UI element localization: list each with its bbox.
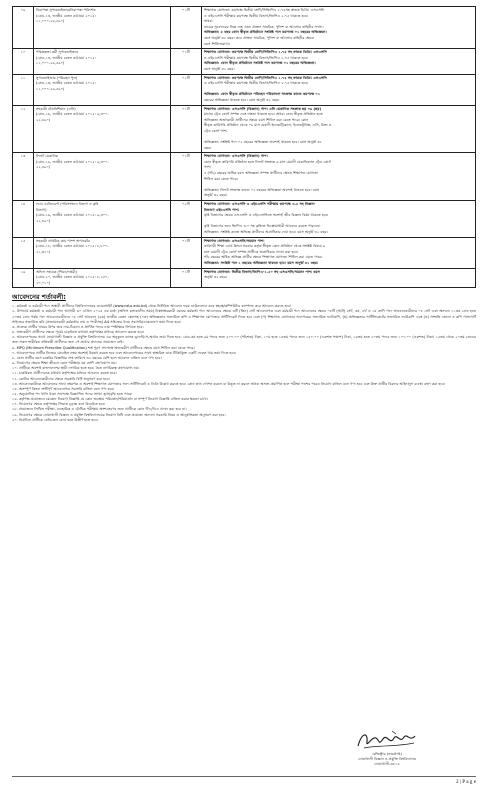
condition-item: ১৮. প্রয়োজনে লিখিত পরীক্ষা, ব্যবহারিক ও মৌখিক পরীক্ষায় অংশগ্রহণের জন্য প্রার্থীকে কোন টিএ/ডিএ প্রদান করা হবে না। bbox=[12, 407, 187, 412]
post-title: অফিস সহায়ক (পিয়ন/দপ্তরী) bbox=[36, 269, 77, 274]
condition-item: ৯. নিয়োগের ক্ষেত্রে শিক্ষা জীবনে কোন পরীক্ষায় ৩য় শ্রেণি গ্রহণযোগ্য নয়। bbox=[12, 361, 117, 366]
qualification-line: অভিজ্ঞতা: কোন স্বীকৃত প্রতিষ্ঠানে সংশ্লিষ্ট পদে কমপক্ষে ০২ বছরের অভিজ্ঞতা। bbox=[204, 61, 316, 66]
post-qualification-cell bbox=[202, 105, 476, 153]
post-row bbox=[13, 7, 476, 49]
post-qualification-cell bbox=[202, 153, 476, 201]
post-title: সুপারভাইজার (পরিবহন পুল) bbox=[36, 75, 78, 80]
signatory-title: রেজিস্ট্রার (ভারপ্রাপ্ত) bbox=[372, 752, 402, 756]
post-title: ল্যাব এটেনডেন্ট (পরিসংখ্যান বিভাগ ও কৃষি bbox=[36, 202, 99, 206]
post-grade-line: (গ্রেড-১৩, জাতীয় বেতন কাঠামো ২০১৫: bbox=[36, 13, 96, 18]
qualification-line: শিক্ষাগত যোগ্যতা: এসএসসি ও এইচএসসি পরীক্ষায় কমপক্ষে ৩.৫ সহ বিজ্ঞান bbox=[204, 202, 315, 206]
post-row bbox=[13, 268, 476, 288]
condition-item: ৬. MPQ (Minimum Prescribe Qualification) শর্ত পূরণ সাপেক্ষে অভ্যন্তরীণ প্রার্থীদের ক্ষেত্রে বয়স শিথিল করা যেতে পারে। bbox=[12, 345, 195, 350]
qualification-line: অভিজ্ঞতা: ৫ বছর কোন স্বীকৃত প্রতিষ্ঠানে সংশ্লিষ্ট পদে কমপক্ষে ০২ বছরের অভিজ্ঞতা। bbox=[204, 30, 327, 35]
post-grade-line: ২১,৩১০) bbox=[36, 249, 51, 254]
condition-item: ১৫. অনুমোদিত পদ খালি থাকা সাপেক্ষে বিজ্ঞাপিত পদের সংখ্যা হ্রাস/বৃদ্ধি হতে পারে। bbox=[12, 391, 133, 396]
page-number: 2 | P a g e bbox=[455, 779, 476, 785]
post-title: সহকারী প্রাথমিক কাম পাম্প অপারেটর bbox=[36, 238, 91, 243]
post-vacancy-count: ০১টি bbox=[171, 7, 202, 49]
condition-item: ৫. আবেদনপত্রের সাথে নোয়াখালী বিজ্ঞান ও প্রযুক্তি বিশ্ববিদ্যালয় এর অনুকূলে ব্যাংক ড্রাফট/পে-অর্ডার জমা দিতে হবে: গ্রেড-৩য় হতে ৯ম পদের জন্য ৫০০.০০ (পাঁচশত) টাকা, ১০ম হতে ১৪তম পদের জন্য ১৫০.০০ (একশত পঞ্চাশ) টাকা, ১৬তম হতে ২০তম পদের জন্য ১০০.০০ (একশত) টাকা। ১৫তম থেকে ২০তম গ্রেডের জন্য সকল শারীরিক প্রতিবন্ধী প্রার্থীদের জন্য পে-অর্ডার প্রদানের প্রয়োজন নেই। bbox=[12, 335, 476, 345]
post-row bbox=[13, 201, 476, 238]
qualification-line: বয়স অনূর্ধ্ব ৩২ বছর। তবে প্রাক্তন সামরিক, পুলিশ বা আনসার বাহিনীর ক্ষেত্রে bbox=[204, 35, 314, 40]
post-grade-line: ১১,০০০-২৬,৫৯০) bbox=[36, 19, 65, 24]
post-vacancy-count: ০২টি bbox=[171, 201, 202, 238]
post-serial: ১১ bbox=[13, 74, 34, 105]
qualification-line: কোন স্বীকৃত কারিগরি প্রতিষ্ঠান হতে লিফট সংক্রান্ত ৬ মাস মেয়াদী মেকানিক্যাল ট্রেড কোর্স bbox=[204, 159, 331, 164]
qualification-line: নায়েক সুবেদারের নিম্নে নহে এমন প্রাক্তন সামরিক, পুলিশ বা আনসার বাহিনীর সদস্য। bbox=[204, 24, 324, 29]
condition-item: ৩. প্রত্যেক প্রার্থীর খামের উপর তার নাম-ঠিকানা ও প্রার্থিত পদের নাম স্পষ্টাক্ষরে লিখতে হবে। bbox=[12, 324, 144, 329]
post-title: নিরাপত্তা সুপারভাইজার/নিরাপত্তা পরিদর্শক bbox=[36, 8, 96, 12]
post-name-cell bbox=[34, 49, 171, 74]
post-name-cell bbox=[34, 153, 171, 201]
qualification-line: শিক্ষাগত যোগ্যতা: কমপক্ষে দ্বিতীয় শ্রেণি/সিজিপিএ ২.৭৫ সহ স্নাতক ডিগ্রি। এসএসসি bbox=[204, 50, 327, 55]
post-vacancy-count: ০১টি bbox=[171, 268, 202, 288]
qualification-line: কৃষি বিভাগের জন্য জিপিএ ৩.০ সহ কৃষিতে ডিপ্লোমাধারী আবেদন করতে পারবেন। bbox=[204, 224, 321, 229]
qualification-line: মাসের ট্রেড কোর্স সম্পন্ন এবং দক্ষতা থাকতে হবে। অথবা কোন স্বীকৃত প্রতিষ্ঠান হতে bbox=[204, 112, 323, 117]
condition-item: ১০. প্রার্থীকে অবশ্যই বাংলাদেশের স্থায়ী নাগরিক হতে হবে। দ্বৈত নাগরিকত্ব গ্রহণযোগ্য নয়। bbox=[12, 366, 140, 371]
qualification-line: শিথিল করা যেতে পারে। bbox=[204, 176, 239, 181]
post-title: লিফট মেকানিক bbox=[36, 154, 59, 159]
post-title: সহকারী টেকনিশিয়ান (এসি) bbox=[36, 106, 76, 111]
post-qualification-cell bbox=[202, 74, 476, 105]
qualification-line: পাশ। bbox=[204, 165, 211, 170]
qualification-line: অনূর্ধ্ব ৩২ বছর। bbox=[204, 193, 227, 198]
condition-item: ১৪. অসম্পূর্ণ কিংবা ত্রুটিপূর্ণ আবেদনপত্র সরাসরি বাতিল বলে গণ্য হবে। bbox=[12, 386, 115, 391]
post-vacancy-count: ০১টি bbox=[171, 237, 202, 268]
post-serial: ১৫ bbox=[13, 237, 34, 268]
condition-item: ৭. আবেদনপত্রে প্রার্থীর নিজের মোবাইল নম্বর অবশ্যই উল্লেখ করতে হবে এবং আবেদনপত্রের সাথে স্বাক্ষরিত ডাক টিকিটযুক্ত একটি ফেরত খাম জমা দিতে হবে। bbox=[12, 350, 237, 355]
post-grade-line: ২২,৪৯০) bbox=[36, 117, 51, 122]
qualification-line: শিক্ষাগত যোগ্যতা: এসএসসি (বিজ্ঞান) পাশ। bbox=[204, 154, 268, 159]
post-qualification-cell bbox=[202, 201, 476, 238]
conditions-list bbox=[12, 304, 476, 423]
condition-item: ৪. অভ্যন্তরীণ প্রার্থীদের ক্ষেত্রে পূর্বের চাকরিতে যথাযথ কর্তৃপক্ষের মাধ্যমে আবেদন করতে হবে। bbox=[12, 330, 145, 335]
post-serial: ১০ bbox=[13, 49, 34, 74]
post-row bbox=[13, 49, 476, 74]
qualification-line: বছর। bbox=[204, 145, 212, 150]
post-serial: ১৬ bbox=[13, 268, 34, 288]
posts-table bbox=[12, 6, 476, 288]
post-name-cell bbox=[34, 74, 171, 105]
qualification-line: ট্রেড কোর্স পাশ। bbox=[204, 128, 228, 133]
condition-item: ১৭. নিয়োগের ক্ষেত্রে কর্তৃপক্ষের সিদ্ধান্ত চূড়ান্ত বলে বিবেচিত হবে। bbox=[12, 402, 106, 407]
qualification-line: অনূর্ধ্ব ৩২ বছর। bbox=[204, 275, 227, 280]
post-serial: ১৪ bbox=[13, 201, 34, 238]
post-grade-line: (গ্রেড-১৬, জাতীয় বেতন কাঠামো ২০১৫: ৯,৩০০- bbox=[36, 159, 109, 164]
qualification-line: কৃষি বিভাগের ক্ষেত্রে এসএসসি ও এইচএসসিতে অবশ্যই জীব বিজ্ঞান বিষয় থাকতে হবে। bbox=[204, 213, 329, 218]
post-grade-line: (গ্রেড-১৮, জাতীয় বেতন কাঠামো ২০১৫: ৮,৮০০- bbox=[36, 244, 109, 249]
post-vacancy-count: ০১টি bbox=[171, 105, 202, 153]
qualification-line: ৫ (পাঁচ) বছরের অধিক বয়স অভিজ্ঞতা সম্পন্ন প্রার্থীদের ক্ষেত্রে শিক্ষাগত যোগ্যতা bbox=[204, 171, 319, 176]
post-qualification-cell bbox=[202, 7, 476, 49]
qualification-line: বয়স অনূর্ধ্ব ৩২ বছর। bbox=[204, 66, 235, 71]
condition-item: ৮. কোন প্রার্থীর বয়স চাকরির বিজ্ঞপ্তির শেষ তারিখে ৩২ বছরের বেশি হলে আবেদন বাতিল বলে গণ্য হবে। bbox=[12, 355, 162, 360]
post-grade-line: (গ্রেড-১৬, জাতীয় বেতন কাঠামো ২০১৫: ৯,৩০০- bbox=[36, 213, 109, 218]
post-grade-line: বিভাগ) bbox=[36, 207, 47, 212]
post-qualification-cell bbox=[202, 237, 476, 268]
condition-item: ২০. নির্বাচিত প্রার্থীকে মেডিকেল বোর্ড হতে উত্তীর্ণ হতে হবে। bbox=[12, 417, 99, 422]
condition-item: ১১. চাকরিরত প্রার্থীদেরকে যথাযথ কর্তৃপক্ষের মাধ্যমে আবেদন করতে হবে। bbox=[12, 371, 117, 376]
signature-block bbox=[312, 728, 462, 768]
post-vacancy-count: ০১টি bbox=[171, 153, 202, 201]
condition-item: ১৯. নিয়োগের ক্ষেত্রে নোয়াখালী বিজ্ঞান ও প্রযুক্তি বিশ্ববিদ্যালয়ের নিয়োগ বিধি এবং প্রযোজ্য অন্যান্য সরকারি নিয়ম ও আনুষঙ্গিকতা অনুসরণ করা হবে। bbox=[12, 412, 226, 417]
post-grade-line: (গ্রেড-১৬, জাতীয় বেতন কাঠামো ২০১৫: ৯,৩০০- bbox=[36, 112, 109, 117]
qualification-line: শিক্ষাগত যোগ্যতা: এসএসসি/সমমান পাশ। bbox=[204, 238, 265, 243]
post-grade-line: ২০,০১০) bbox=[36, 280, 51, 285]
qualification-line: বয়স শিথিলযোগ্য। bbox=[204, 41, 231, 46]
qualification-line: মাস মেয়াদী ট্রেড কোর্স সম্পন্ন প্রার্থীকে অগ্রাধিকার প্রদান করা হবে। bbox=[204, 249, 299, 254]
qualification-line: অভিজ্ঞতা: লিফট সংক্রান্ত কাজে ০২ বছরের অভিজ্ঞতা অবশ্যই থাকতে হবে। বয়স bbox=[204, 187, 320, 192]
qualification-line: স্বীকৃত কারিগরি প্রতিষ্ঠান থেকে ০৬ মাস মেয়াদী ইলেকট্রিক্যাল, ইলেকট্রনিক্স, এসি, রিজ্জ ও bbox=[204, 123, 332, 128]
condition-item: ১২. কোটার আবেদনকারীদের ক্ষেত্রে সরকারি বিধি অনুসরণ করা হবে। bbox=[12, 376, 110, 381]
post-row bbox=[13, 237, 476, 268]
qualification-line: অভিজ্ঞতা: সংশ্লিষ্ট পদে ০২ বছরের অভিজ্ঞতা অবশ্যই থাকতে হবে। বয়স অনূর্ধ্ব ৩২ bbox=[204, 140, 322, 145]
qualification-line: শিক্ষাগত যোগ্যতা: দ্বিতীয় বিভাগ/জিপিএ-২.৫০ সহ এসএসসি/সমমান পাশ। বয়স bbox=[204, 269, 320, 274]
qualification-line: শিক্ষাগত যোগ্যতা: কমপক্ষে দ্বিতীয় শ্রেণি/সিজিপিএ ২.৭৫ সহ স্নাতক ডিগ্রি। এসএসসি bbox=[204, 75, 327, 80]
qualification-line: বিভাগে এইচএসসি পাশ। bbox=[204, 207, 239, 212]
post-serial: ১২ bbox=[13, 105, 34, 153]
post-row bbox=[13, 105, 476, 153]
qualification-line: পাঁচ বছরের অধিক অভিজ্ঞ প্রার্থীর ক্ষেত্রে শিক্ষাগত যোগ্যতা শিথিল করা যেতে পারে। bbox=[204, 255, 323, 260]
post-grade-line: ২২,৪৯০) bbox=[36, 165, 51, 170]
condition-item: ২. উপাচার্য কর্মকর্তা ও কর্মচারী পদে আগামী ৩০ এপ্রিল ২০২৫ এর মধ্যে (অফিস চলাকালীন সময়) নিম্নস্বাক্ষরকারী বরাবর কর্মকর্তা পদে আবেদনের ক্ষেত্রে ৩টি (তিন) সেট আবেদনপত্র এবং কর্মচারী পদে আবেদনের ক্ষেত্রে ০৮টি (আট) সেট, ৩য়, ৪র্থ ও ১ম শ্রেণি পদে আবেদনকারীদের ০৮ সেট এবং অন্যান্য ১১তম গ্রেড হতে ২০তম গ্রেড পর্যন্ত পদে আবেদনকারীদের ০৮ সেট আবেদন (৫ক) জাতীয় বেতন স্কেলসহ (৭ক) অভিজ্ঞতার সত্যায়িত কপি ও শিক্ষাগত যোগ্যতার সার্টিফিকেট দিতে হবে এবং (গ) শিক্ষাগত যোগ্যতার সনদপত্রের সত্যায়িত ফটোকপি, (ঘ) অভিজ্ঞতার সার্টিফিকেটের সত্যায়িত ফটোকপি এবং (ঙ) সম্প্রতি তোলা ৩ কপি পাসপোর্ট সাইজের সত্যায়িত ছবি (সত্যায়নকারী কর্মকর্তার নাম ও পদবীসহ) A4 সাইজের খামে সরাসরি/ডাকযোগে জমা দিতে হবে। bbox=[12, 309, 476, 324]
signatory-address: নোয়াখালী-৩৮১৪ bbox=[374, 762, 400, 767]
condition-item: ১. কর্মকর্তা ও কর্মচারী পদে অস্থায়ী প্রার্থীদের বিশ্ববিদ্যালয়ের ওয়েবসাইট (www.nstu.edu.bd) থেকে নির্ধারিত আবেদন ফরম ডাউনলোড করে স্বহস্তে/কম্পিউটার কম্পোজ করে আবেদন করতে হবে। bbox=[12, 304, 292, 309]
qualification-line: কারিগরী শিক্ষা বোর্ড কিংবা সরকার কর্তৃক স্বীকৃত কোন প্রতিষ্ঠান থেকে সংশ্লিষ্ট বিষয়ে ৬ bbox=[204, 244, 326, 249]
post-qualification-cell bbox=[202, 49, 476, 74]
qualification-line: অভিজ্ঞতা: কোন স্বীকৃত প্রতিষ্ঠানে পরিবহন পরিচালনা সংক্রান্ত কাজে কমপক্ষে ০২ bbox=[204, 92, 321, 97]
qualification-line: শিক্ষাগত যোগ্যতা: এসএসসি (বিজ্ঞান) পাশ। এসি মেকানিক সংক্রান্ত ছয় ০৬ (ছয়) bbox=[204, 106, 322, 111]
qualification-line: শিক্ষাগত যোগ্যতা: কমপক্ষে দ্বিতীয় শ্রেণি/সিজিপিএ ২.৭৫সহ স্নাতক ডিগ্রি। এসএসসি bbox=[204, 8, 325, 12]
condition-item: ১৬. কর্তৃপক্ষ প্রয়োজনে যেকোন নিয়োগ বিজ্ঞপ্তি যে কোন অবস্থায় পরিবর্তন/পরিমার্জন বা সম্পূর্ণ নিয়োগ বিজ্ঞপ্তি বাতিল করার ক্ষমতা রাখে। bbox=[12, 397, 208, 402]
post-qualification-cell bbox=[202, 268, 476, 288]
post-row bbox=[13, 74, 476, 105]
qualification-line: অভিজ্ঞতা: সংশ্লিষ্ট পদে ২ বছরের অভিজ্ঞতা থাকতে হবে। বয়স অনূর্ধ্ব ৩২ বছর। bbox=[204, 260, 319, 265]
post-serial: ১৩ bbox=[13, 153, 34, 201]
signature-image bbox=[352, 728, 422, 752]
qualification-line: ও এইচএসসি পরীক্ষায় কমপক্ষে দ্বিতীয় বিভাগ/জিপিএ ২.৭৫ থাকতে হবে। bbox=[204, 81, 309, 86]
post-vacancy-count: ০১টি bbox=[171, 49, 202, 74]
post-title: পরিচ্ছন্নতা কর্মী সুপারভাইজার bbox=[36, 50, 79, 55]
post-name-cell bbox=[34, 237, 171, 268]
qualification-line: ও এইচএসসি পরীক্ষায় কমপক্ষে দ্বিতীয় বিভাগ/জিপিএ ২.৭৫ থাকতে হবে। bbox=[204, 55, 309, 60]
post-grade-line: ২২,৪৯০) bbox=[36, 218, 51, 223]
post-name-cell bbox=[34, 105, 171, 153]
post-grade-line: (গ্রেড-১৩, জাতীয় বেতন কাঠামো ২০১৫: bbox=[36, 55, 96, 60]
post-vacancy-count: ০১টি bbox=[171, 74, 202, 105]
post-grade-line: (গ্রেড-১৩, জাতীয় বেতন কাঠামো ২০১৫: bbox=[36, 81, 96, 86]
post-grade-line: ১১,০০০-২৬,৫৯০) bbox=[36, 86, 65, 91]
qualification-line: অভিজ্ঞতা: সংশ্লিষ্ট কাজে অভিজ্ঞ প্রার্থীদের অগ্রাধিকার দেয়া হবে। বয়স অনূর্ধ্ব ৩২ বছর। bbox=[204, 229, 328, 234]
condition-item: ১৩. আবেদনকারীকে আবেদনের সাথে নম্বরপত্র ও অবশ্যই শিক্ষাগত যোগ্যতার সনদ সার্টিফিকেট ও ডিগ্রি উল্লেখ করতে হবে। কোন তথ্য গোপন করলে বা উদ্ভূত না করলে অথবা অসত্য প্রমাণিত হলে পরীক্ষা পাশের পরেও নিয়োগ বাতিল বলে গণ্য হবে এবং উক্ত প্রার্থীর বিরুদ্ধে আইনানুগ ব্যবস্থা গ্রহণ করা হবে। bbox=[12, 381, 446, 386]
post-grade-line: ১১,০০০-২৬,৫৯০) bbox=[36, 61, 65, 66]
post-grade-line: (গ্রেড-২০, জাতীয় বেতন কাঠামো ২০১৫: ৮,২৫০- bbox=[36, 275, 109, 280]
qualification-line: ও এইচএসসি পরীক্ষায় কমপক্ষে দ্বিতীয় বিভাগ/জিপিএ ২.৭৫ থাকতে হবে। bbox=[204, 13, 309, 18]
post-row bbox=[13, 153, 476, 201]
qualification-line: অভিজ্ঞতা অর্জনকারী প্রার্থীদের ক্ষেত্রে বয়স শিথিল করা যেতে পারে। কোন bbox=[204, 117, 309, 122]
page-footer bbox=[12, 776, 476, 789]
qualification-line: অথবা bbox=[204, 19, 213, 24]
conditions-title: আবেদনের শর্তাবলী: bbox=[12, 293, 66, 302]
qualification-line: বছরের অভিজ্ঞতা থাকতে হবে। বয়স অনূর্ধ্ব ৩২ বছর। bbox=[204, 97, 280, 102]
post-name-cell bbox=[34, 7, 171, 49]
post-name-cell bbox=[34, 201, 171, 238]
signatory-organization: নোয়াখালী বিজ্ঞান ও প্রযুক্তি বিশ্ববিদ্যালয় bbox=[358, 757, 416, 762]
post-serial: ০৯ bbox=[13, 7, 34, 49]
post-name-cell bbox=[34, 268, 171, 288]
